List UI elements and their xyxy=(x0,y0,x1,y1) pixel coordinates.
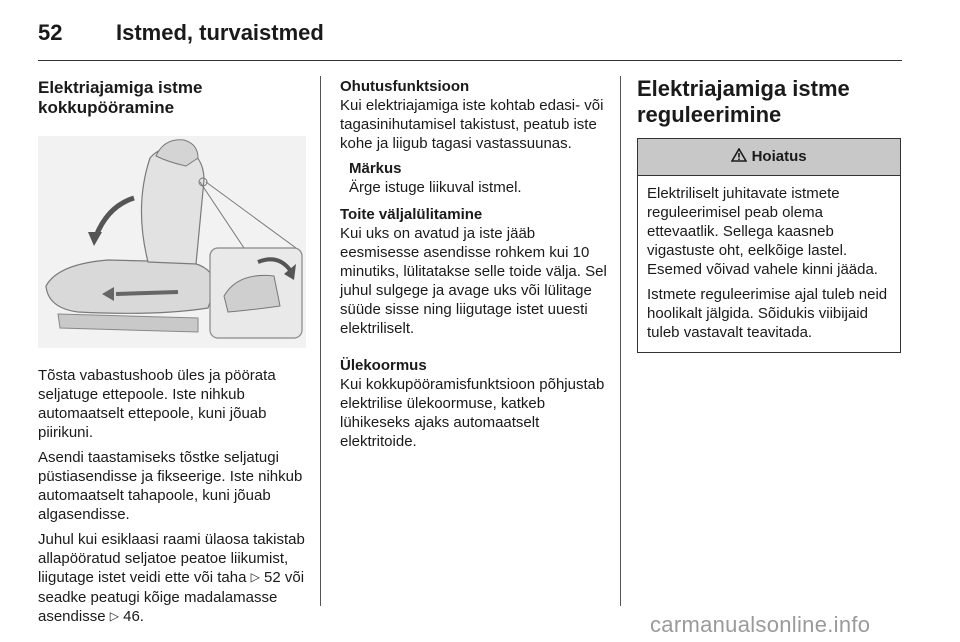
seat-folding-illustration xyxy=(38,136,306,348)
page-reference[interactable]: 46. xyxy=(123,608,144,625)
warning-title: Hoiatus xyxy=(751,148,807,165)
header-divider xyxy=(38,60,902,61)
power-off-text: Kui uks on avatud ja iste jääb eesmisesse asendisse rohkem kui 10 minutiks, lülitatakse selle toide välja. Sel juhul sulgege ja avage uks või lülitage süüde sisse ning liigutage istet uuesti elektriliselt. xyxy=(340,225,607,337)
column-2 xyxy=(340,77,608,451)
triangle-right-icon: ▷ xyxy=(109,609,119,623)
heading-safety-function: Ohutusfunktsioon xyxy=(340,78,470,95)
column-divider xyxy=(620,76,621,606)
warning-text-2: Istmete reguleerimise ajal tuleb neid hoolikalt jälgida. Sõidukis viibijaid tuleb vastavalt teavitada. xyxy=(647,286,888,341)
chapter-title: Istmed, turvaistmed xyxy=(116,20,324,45)
section-heading-adjustment: Elektriajamiga istme reguleerimine xyxy=(637,76,850,127)
note-block xyxy=(349,159,608,197)
restore-instruction: Asendi taastamiseks tõstke seljatugi püstiasendisse ja fikseerige. Iste nihkub automaatselt tahapoole, kuni jõuab algasendisse. xyxy=(38,449,303,523)
watermark: carmanualsonline.info xyxy=(650,612,871,637)
note-text: Ärge istuge liikuval istmel. xyxy=(349,179,522,196)
heading-power-off: Toite väljalülitamine xyxy=(340,206,483,223)
warning-triangle-icon xyxy=(731,148,751,165)
column-3 xyxy=(637,76,901,353)
warning-header xyxy=(638,139,900,176)
safety-function-text: Kui elektriajamiga iste kohtab edasi- või tagasinihutamisel takistust, peatub iste kohe ja liigub tagasi vastassuunas. xyxy=(340,97,604,152)
warning-text-1: Elektriliselt juhitavate istmete reguleerimisel peab olema ettevaatlik. Sellega kaasneb vigastuste oht, eelkõige lastel. Esemed võivad vahele kinni jääda. xyxy=(647,185,878,278)
column-1 xyxy=(38,78,306,627)
page-header xyxy=(38,18,902,62)
folding-instruction: Tõsta vabastushoob üles ja pöörata seljatuge ettepoole. Iste nihkub automaatselt ettepoole, kuni jõuab piirikuni. xyxy=(38,367,276,441)
headrest-instruction: Juhul kui esiklaasi raami ülaosa takistab allapööratud seljatoe peatoe liikumist, liigutage istet veidi ette või taha ▷ 52 või seadke peatugi kõige madalamasse asendisse ▷ 46. xyxy=(38,531,305,625)
overload-text: Kui kokkupööramisfunktsioon põhjustab elektrilise ülekoormuse, katkeb lühikeseks ajaks automaatselt elektritoide. xyxy=(340,376,605,450)
page-reference[interactable]: 52 xyxy=(264,569,281,586)
section-heading-folding: Elektriajamiga istme kokkupööramine xyxy=(38,78,203,117)
note-title: Märkus xyxy=(349,160,402,177)
warning-box xyxy=(637,138,901,353)
page-number: 52 xyxy=(38,20,63,45)
triangle-right-icon: ▷ xyxy=(250,570,260,584)
column-divider xyxy=(320,76,321,606)
heading-overload: Ülekoormus xyxy=(340,357,427,374)
